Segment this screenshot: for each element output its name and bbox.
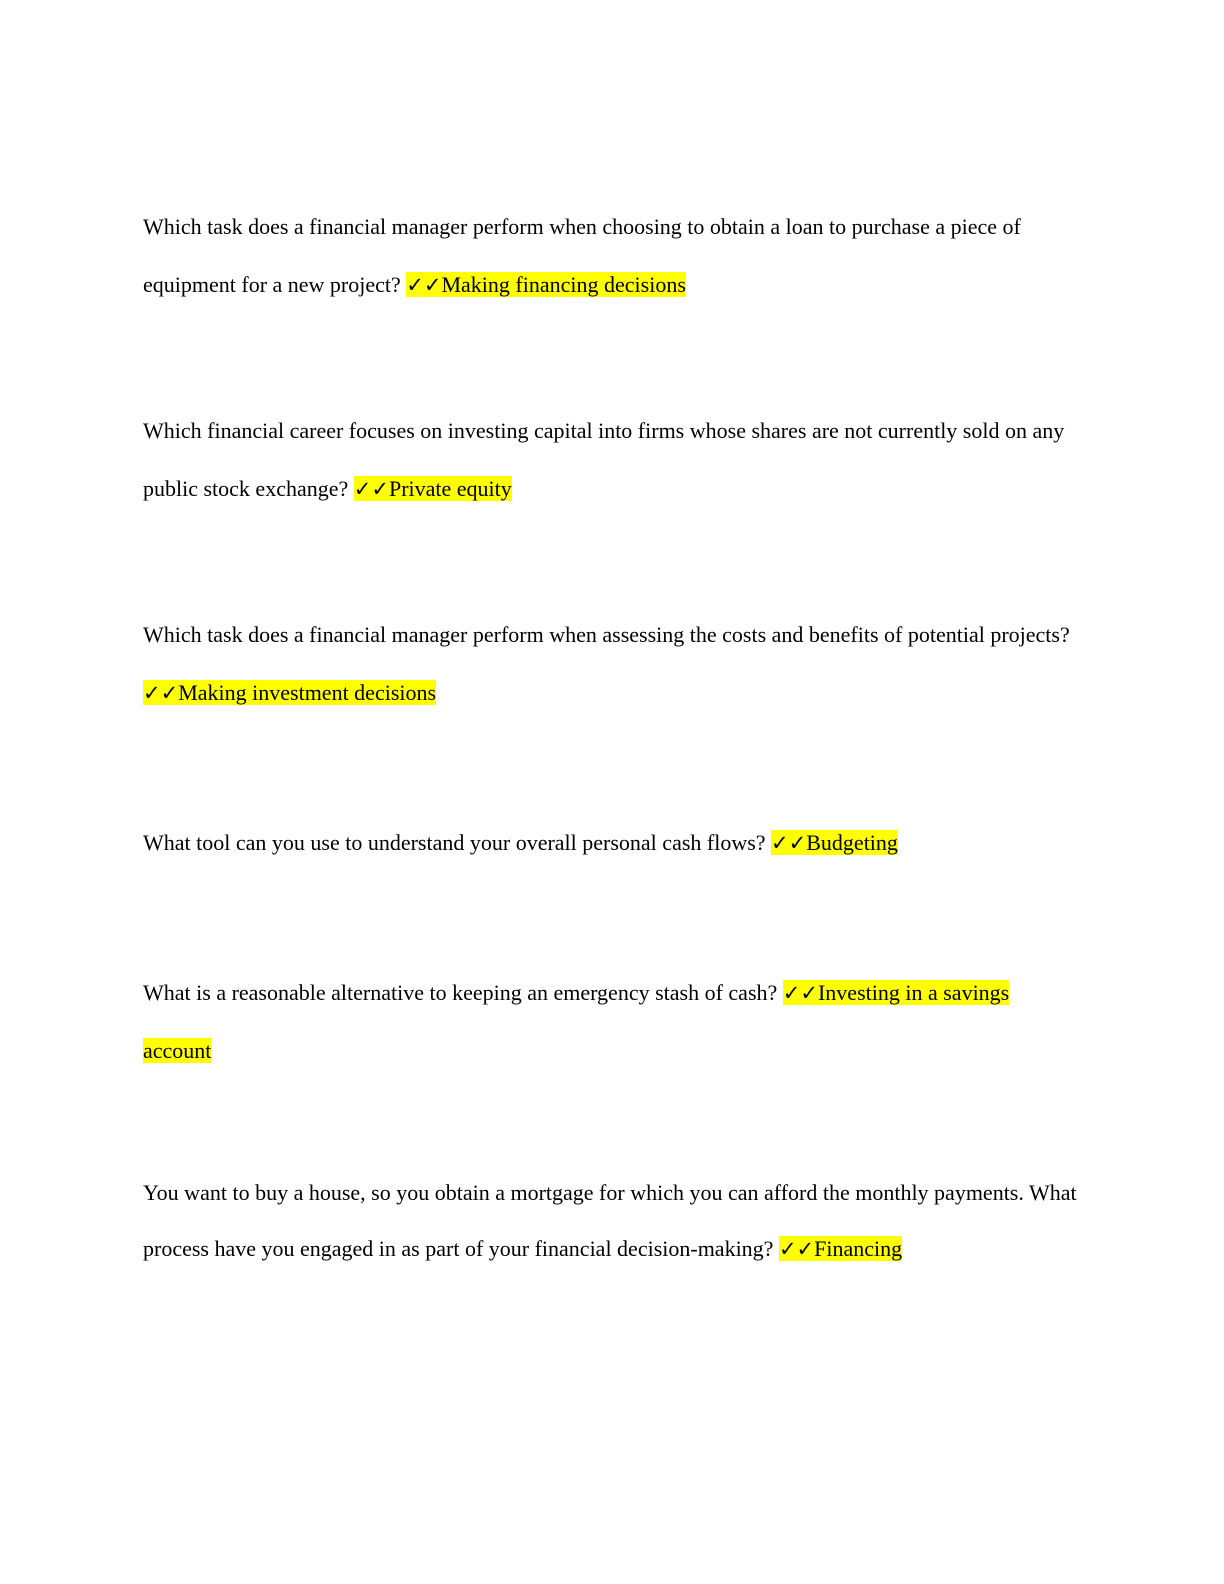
double-checkmark-icon: ✓✓: [782, 981, 818, 1005]
answer-text: Budgeting: [806, 830, 898, 855]
question-text: Which financial career focuses on investing capital into firms whose shares are not currently sold on any public stock exchange?: [143, 418, 1065, 501]
question-text: You want to buy a house, so you obtain a mortgage for which you can afford the monthly payments. What process have you engaged in as part of your financial decision-making?: [143, 1180, 1077, 1261]
answer-text: Private equity: [388, 476, 512, 501]
double-checkmark-icon: ✓✓: [771, 831, 807, 855]
double-checkmark-icon: ✓✓: [353, 477, 389, 501]
answer-text: Financing: [814, 1236, 903, 1261]
question-text: Which task does a financial manager perform when choosing to obtain a loan to purchase a piece of equipment for a new project?: [143, 214, 1021, 297]
qa-item-1: [143, 198, 1078, 314]
qa-item-6: [143, 1165, 1078, 1277]
qa-item-3: [143, 606, 1078, 722]
answer-highlight: [354, 476, 512, 501]
answer-highlight: [406, 272, 686, 297]
qa-item-5: [143, 964, 1078, 1080]
answer-text: Making financing decisions: [441, 272, 686, 297]
answer-highlight: [143, 680, 436, 705]
answer-highlight: [771, 830, 898, 855]
double-checkmark-icon: ✓✓: [778, 1237, 815, 1261]
qa-item-2: [143, 402, 1078, 518]
question-text: What tool can you use to understand your overall personal cash flows?: [143, 830, 772, 855]
question-text: Which task does a financial manager perform when assessing the costs and benefits of potential projects?: [143, 622, 1070, 647]
question-text: What is a reasonable alternative to keeping an emergency stash of cash?: [143, 980, 783, 1005]
answer-text: Making investment decisions: [178, 680, 437, 705]
answer-highlight: [779, 1236, 902, 1261]
answer-text: Investing in a savings account: [143, 980, 1010, 1063]
double-checkmark-icon: ✓✓: [143, 681, 179, 705]
double-checkmark-icon: ✓✓: [406, 273, 442, 297]
qa-item-4: [143, 814, 1078, 872]
